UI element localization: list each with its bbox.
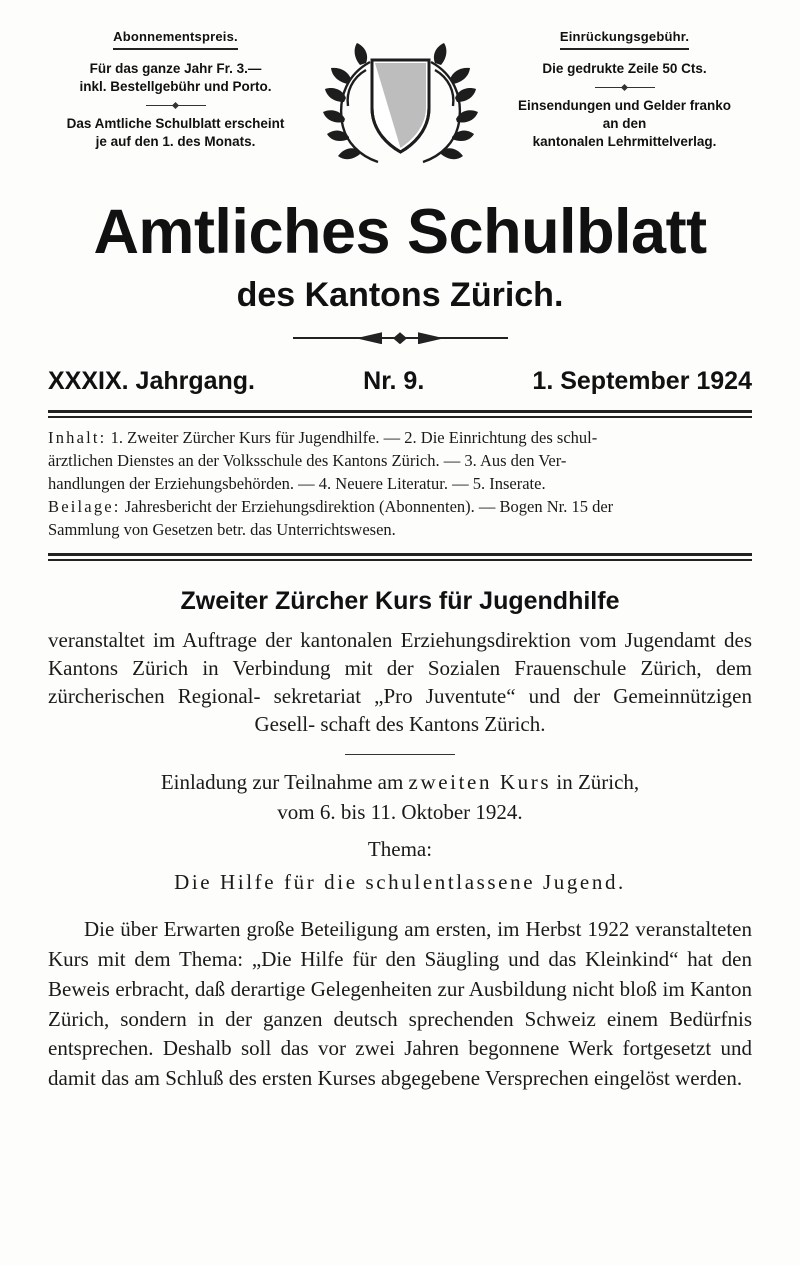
article-headline: Zweiter Zürcher Kurs für Jugendhilfe bbox=[180, 586, 620, 615]
subscription-price-heading: Abonnementspreis. bbox=[113, 28, 238, 50]
article-paragraph: Die über Erwarten große Beteiligung am ersten, im Herbst 1922 veranstalteten Kurs mit dem Thema: „Die Hilfe für den Säugling und das Kleinkind“ hat den Beweis erbracht, daß derartige Gelegenheiten zur Ausbildung nicht bloß im Kanton Zürich, sondern in der ganzen deutsch sprechenden Schweiz einem Bedürfnis entsprechen. Deshalb soll das vor zwei Jahren begonnene Werk fortgesetzt und damit das am Schluß des ersten Kurses abgegebene Versprechen eingelöst werden. bbox=[48, 917, 752, 1091]
insertion-fee-heading: Einrückungsgebühr. bbox=[560, 28, 689, 50]
contents-block bbox=[0, 418, 800, 541]
rule-below-contents bbox=[48, 553, 752, 561]
masthead bbox=[0, 0, 800, 174]
topic-text: Die Hilfe für die schulentlassene Jugend. bbox=[174, 870, 626, 895]
insertion-fee-line1: Die gedrukte Zeile 50 Cts. bbox=[542, 60, 707, 76]
lede-line-1: veranstaltet im Auftrage der kantonalen Erziehungsdirektion bbox=[48, 627, 571, 652]
issue-number: Nr. 9. bbox=[363, 367, 425, 396]
masthead-left-column bbox=[48, 28, 303, 151]
issue-line bbox=[0, 345, 800, 396]
publication-frequency-line2: je auf den 1. des Monats. bbox=[95, 134, 256, 150]
ornament-rule bbox=[293, 331, 508, 345]
contents-line-1: 1. Zweiter Zürcher Kurs für Jugendhilfe. — 2. Die Einrichtung des schul- bbox=[106, 428, 598, 448]
publication-frequency-line1: Das Amtliche Schulblatt erscheint bbox=[66, 115, 285, 131]
article-lede bbox=[48, 626, 752, 739]
volume-label: XXXIX. Jahrgang. bbox=[48, 367, 256, 396]
zurich-coat-of-arms-icon bbox=[308, 34, 493, 174]
article-block bbox=[0, 587, 800, 1094]
submissions-line3: kantonalen Lehrmittelverlag. bbox=[532, 134, 717, 150]
paper-title-block bbox=[0, 197, 800, 345]
masthead-right-column bbox=[497, 28, 752, 151]
paper-subtitle: des Kantons Zürich. bbox=[236, 276, 564, 315]
crest-container bbox=[305, 28, 495, 174]
issue-date: 1. September 1924 bbox=[532, 367, 752, 396]
contents-line-3: handlungen der Erziehungsbehörden. — 4. Neuere Literatur. — 5. Inserate. bbox=[48, 474, 546, 494]
invitation-block bbox=[48, 768, 752, 827]
section-divider bbox=[345, 754, 455, 755]
invitation-post: in Zürich, bbox=[551, 770, 640, 795]
invitation-pre: Einladung zur Teilnahme am bbox=[160, 770, 409, 795]
contents-line-2: ärztlichen Dienstes an der Volksschule des Kantons Zürich. — 3. Aus den Ver- bbox=[48, 451, 567, 471]
subscription-price-line1: Für das ganze Jahr Fr. 3.— bbox=[89, 60, 262, 76]
subscription-price-line2: inkl. Bestellgebühr und Porto. bbox=[79, 78, 272, 94]
lede-line-4: sekretariat „Pro Juventute“ und der Gemeinnützigen Gesell- bbox=[254, 684, 752, 737]
lede-line-5: schaft des Kantons Zürich. bbox=[320, 712, 546, 737]
supplement-line-2: Sammlung von Gesetzen betr. das Unterrichtswesen. bbox=[48, 520, 396, 539]
supplement-line-1: Jahresbericht der Erziehungsdirektion (Abonnenten). — Bogen Nr. 15 der bbox=[120, 497, 614, 517]
topic-label: Thema: bbox=[367, 837, 433, 862]
invitation-emphasis: zweiten Kurs bbox=[408, 770, 552, 795]
submissions-line1: Einsendungen und Gelder franko bbox=[517, 97, 732, 113]
paper-title: Amtliches Schulblatt bbox=[93, 197, 707, 267]
submissions-line2: an den bbox=[602, 115, 647, 131]
rule-above-contents bbox=[48, 410, 752, 418]
ornament-divider-right bbox=[595, 84, 655, 91]
supplement-label: Beilage: bbox=[48, 497, 121, 517]
lede-line-2: vom Jugendamt des Kantons Zürich in Verbindung mit der bbox=[48, 627, 753, 681]
invitation-dates: vom 6. bis 11. Oktober 1924. bbox=[277, 799, 523, 824]
contents-label: Inhalt: bbox=[48, 428, 107, 448]
lede-line-3: Sozialen Frauenschule Zürich, dem zürcherischen Regional- bbox=[48, 656, 753, 709]
ornament-divider-left bbox=[146, 102, 206, 109]
